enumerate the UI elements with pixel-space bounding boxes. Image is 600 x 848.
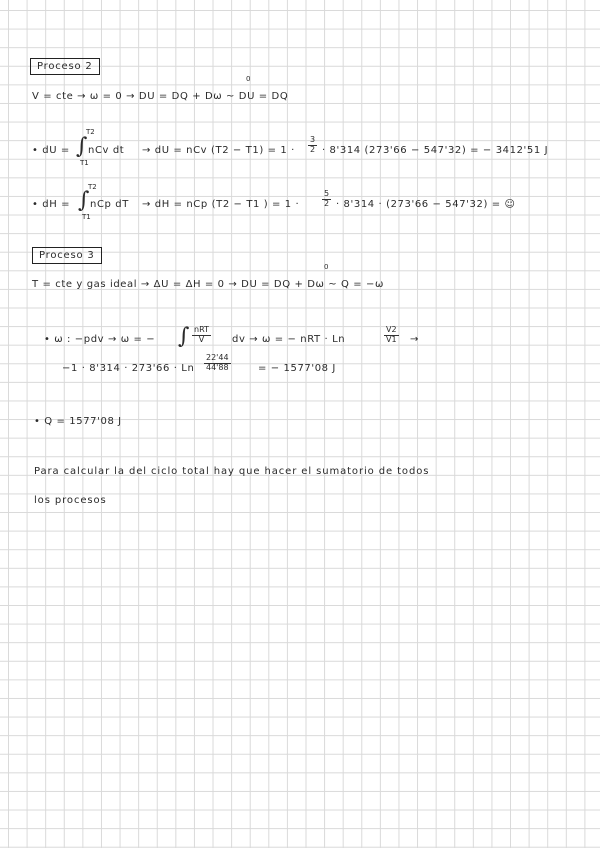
w-fraction-num: nRT	[194, 325, 209, 334]
du-tail: · 8'314 (273'66 − 547'32) = − 3412'51 J	[322, 145, 549, 156]
du-lower-limit: T1	[80, 159, 89, 167]
w2-fraction-den: 44'88	[206, 362, 229, 372]
proceso-2-title: Proceso 2	[30, 58, 100, 75]
dh-upper-limit: T2	[88, 183, 97, 191]
w-fraction	[192, 326, 211, 345]
du-lhs: • dU =	[32, 145, 70, 156]
w2-fraction-num: 22'44	[206, 353, 229, 362]
dh-integrand: nCp dT	[90, 199, 129, 210]
du-fraction-num: 3	[310, 135, 316, 144]
w2-lhs: −1 · 8'314 · 273'66 · Ln	[62, 363, 195, 374]
du-integral-sign: ∫	[76, 134, 88, 159]
dh-integral-sign: ∫	[78, 188, 90, 213]
proceso-2-line-1: V = cte → ω = 0 → DU = DQ + Dω ~ DU = DQ	[32, 91, 289, 102]
du-fraction	[308, 136, 317, 155]
du-integrand: nCv dt	[88, 145, 125, 156]
proceso-3-line-1: T = cte y gas ideal → ΔU = ΔH = 0 → DU = DQ + Dω ~ Q = −ω	[32, 279, 385, 290]
dh-lhs: • dH =	[32, 199, 71, 210]
w-mid: dv → ω = − nRT · Ln	[232, 334, 346, 345]
w-integral-sign: ∫	[178, 324, 190, 349]
du-rhs: → dU = nCv (T2 − T1) = 1 ·	[142, 145, 295, 156]
w-fraction-2	[384, 326, 399, 345]
proceso-3-title: Proceso 3	[32, 247, 102, 264]
q-line: • Q = 1577'08 J	[34, 416, 122, 427]
w-lhs: • ω : −pdv → ω = −	[44, 334, 156, 345]
du-upper-limit: T2	[86, 128, 95, 136]
w-fraction-den: V	[198, 334, 205, 344]
w2-rhs: = − 1577'08 J	[258, 363, 336, 374]
w2-fraction	[204, 354, 231, 373]
w-arrow: →	[410, 334, 419, 345]
du-fraction-den: 2	[310, 144, 316, 154]
dh-tail: · 8'314 · (273'66 − 547'32) = ☺	[336, 199, 516, 210]
dh-fraction-num: 5	[324, 189, 330, 198]
dh-lower-limit: T1	[82, 213, 91, 221]
dh-fraction-den: 2	[324, 198, 330, 208]
closing-line-1: Para calcular la del ciclo total hay que hacer el sumatorio de todos	[34, 466, 430, 477]
w-fraction-2-num: V2	[386, 325, 397, 334]
w-fraction-2-den: V1	[386, 334, 397, 344]
proceso-2-zero-mark: 0	[246, 75, 251, 83]
closing-line-2: los procesos	[34, 495, 107, 506]
dh-rhs: → dH = nCp (T2 − T1 ) = 1 ·	[142, 199, 300, 210]
dh-fraction	[322, 190, 331, 209]
proceso-3-zero-mark: 0	[324, 263, 329, 271]
